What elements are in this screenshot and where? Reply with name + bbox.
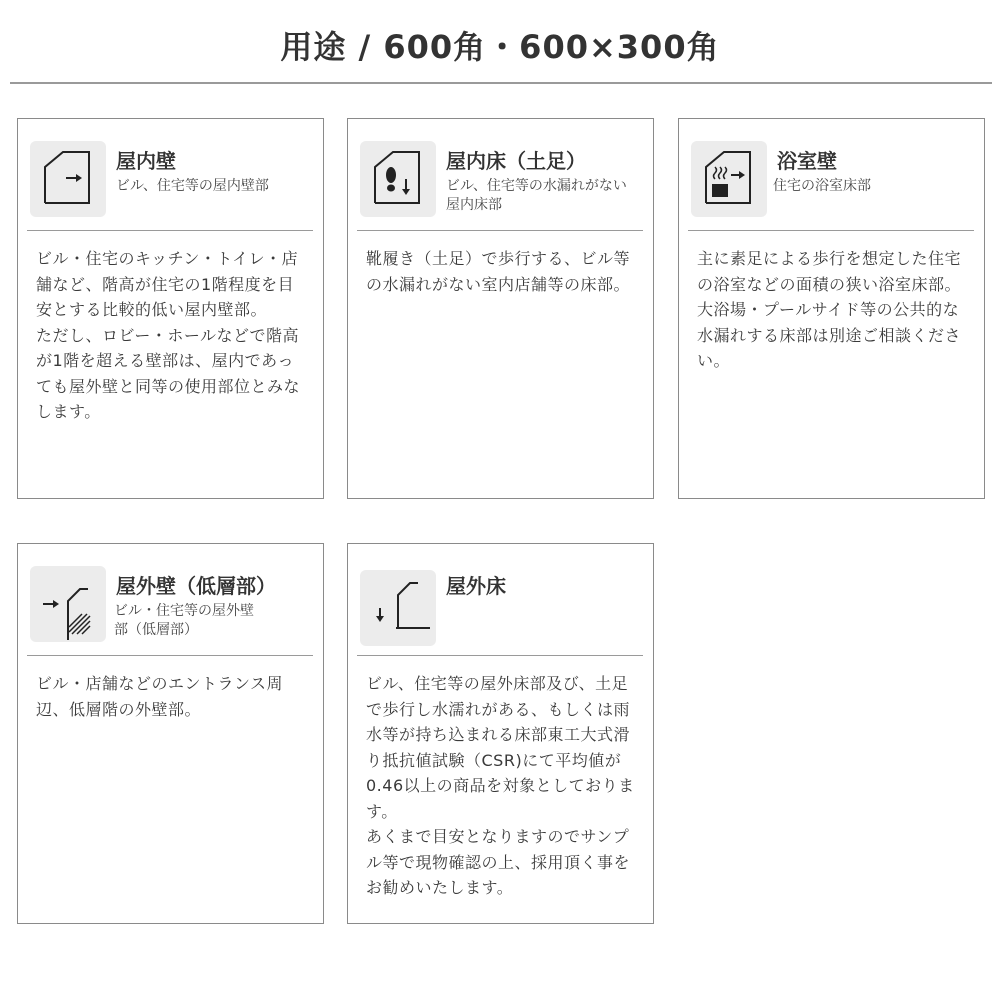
description-paragraph: ビル、住宅等の屋外床部及び、土足で歩行し水濡れがある、もしくは雨水等が持ち込まれる床部東工大式滑り抵抗値試験（CSR)にて平均値が0.46以上の商品を対象としております。 [366, 674, 635, 821]
card-title: 屋外壁（低層部） [116, 574, 276, 598]
card-divider [357, 230, 643, 231]
card-indoor-wall [17, 118, 324, 499]
card-outdoor-floor [347, 543, 654, 924]
card-title: 屋内床（土足） [446, 149, 586, 173]
page-title: 用途 / 600角・600×300角 [280, 28, 720, 66]
outdoor-wall-icon [30, 566, 106, 642]
description-paragraph: ただし、ロビー・ホールなどで階高が1階を超える壁部は、屋内であっても屋外壁と同等の使用部位とみなします。 [36, 325, 301, 421]
card-description [36, 246, 308, 425]
card-description [36, 671, 308, 722]
card-bathroom-wall [678, 118, 985, 499]
card-divider [27, 230, 313, 231]
description-paragraph: ビル・住宅のキッチン・トイレ・店舗など、階高が住宅の1階程度を目安とする比較的低い屋内壁部。 [36, 249, 299, 319]
indoor-wall-icon [30, 141, 106, 217]
description-paragraph: 主に素足による歩行を想定した住宅の浴室などの面積の狭い浴室床部。大浴場・プールサイド等の公共的な水漏れする床部は別途ご相談ください。 [697, 249, 962, 370]
card-title: 屋外床 [446, 574, 506, 598]
card-title: 屋内壁 [116, 149, 176, 173]
description-paragraph: ビル・店舗などのエントランス周辺、低層階の外壁部。 [36, 674, 284, 719]
description-paragraph: 靴履き（土足）で歩行する、ビル等の水漏れがない室内店舗等の床部。 [366, 249, 631, 294]
card-subtitle: ビル、住宅等の屋内壁部 [116, 178, 269, 194]
card-description [366, 246, 638, 297]
bathroom-wall-icon [691, 141, 767, 217]
card-subtitle: ビル・住宅等の屋外壁部（低層部） [114, 603, 254, 638]
card-description [697, 246, 969, 374]
card-subtitle: 住宅の浴室床部 [773, 178, 871, 194]
card-divider [688, 230, 974, 231]
indoor-floor-footprint-icon [360, 141, 436, 217]
card-outdoor-wall [17, 543, 324, 924]
card-indoor-floor [347, 118, 654, 499]
outdoor-floor-icon [360, 570, 436, 646]
card-description [366, 671, 638, 901]
description-paragraph: あくまで目安となりますのでサンプル等で現物確認の上、採用頂く事をお勧めいたします。 [366, 827, 631, 897]
title-divider [10, 82, 992, 84]
card-divider [27, 655, 313, 656]
card-divider [357, 655, 643, 656]
card-subtitle: ビル、住宅等の水漏れがない屋内床部 [446, 178, 627, 213]
card-title: 浴室壁 [777, 149, 837, 173]
